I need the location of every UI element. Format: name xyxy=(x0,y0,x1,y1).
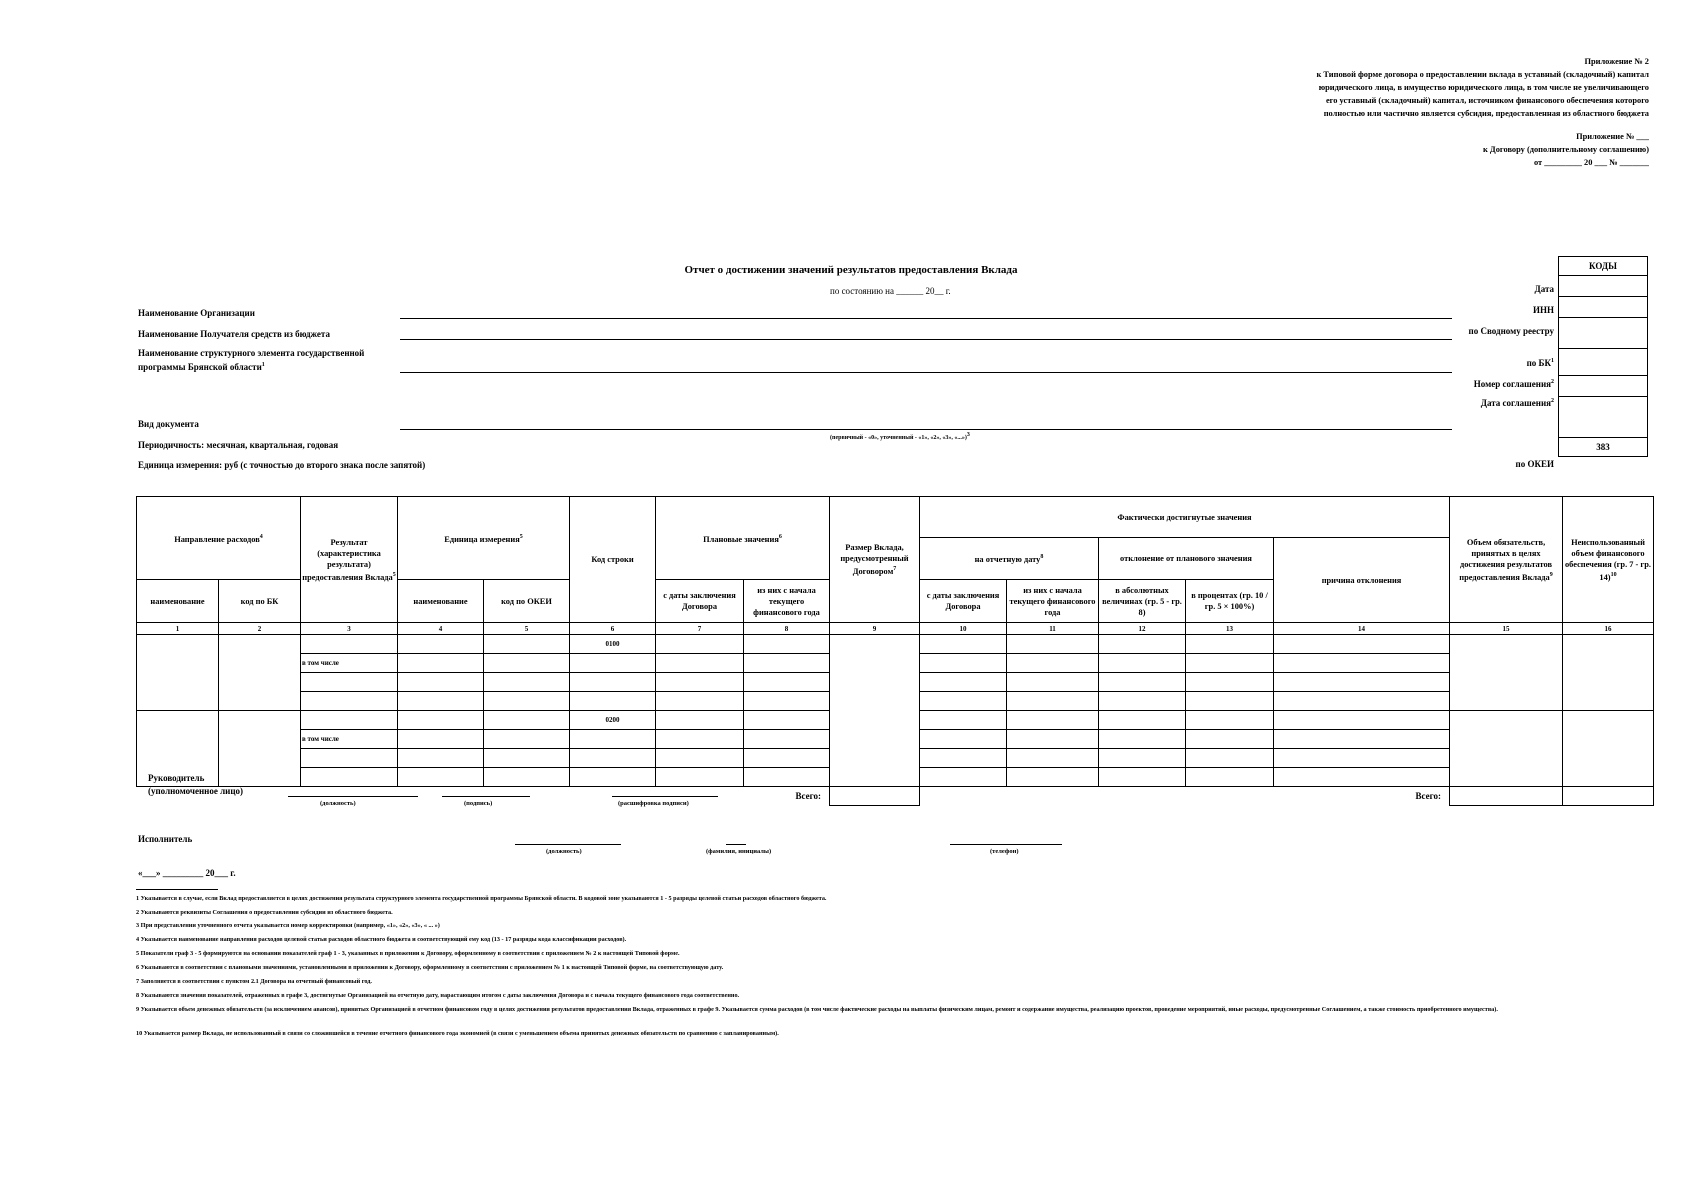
th-direction: Направление расходов$^4$ xyxy=(137,497,301,580)
cell[interactable] xyxy=(570,673,656,692)
cell[interactable] xyxy=(484,673,570,692)
col-number: 6 xyxy=(570,623,656,635)
th-code-bk: код по БК xyxy=(219,580,301,623)
head-position-line[interactable] xyxy=(288,796,418,797)
cell[interactable] xyxy=(219,635,301,711)
cell[interactable] xyxy=(656,692,744,711)
executor-label: Исполнитель xyxy=(138,834,193,844)
cell[interactable] xyxy=(744,692,830,711)
cell[interactable] xyxy=(744,654,830,673)
total-size-cell[interactable] xyxy=(830,787,920,806)
cell[interactable] xyxy=(398,673,484,692)
col-number: 1 xyxy=(137,623,219,635)
col-number: 12 xyxy=(1099,623,1186,635)
caption-exec-name: (фамилия, инициалы) xyxy=(706,848,772,855)
label-agreement-number: Номер соглашения$^2$ xyxy=(1473,379,1554,389)
th-plan-from: с даты заключения Договора xyxy=(656,580,744,623)
field-program: Наименование структурного элемента государственной xyxy=(138,348,365,358)
cell[interactable] xyxy=(301,749,398,768)
cell[interactable] xyxy=(920,654,1007,673)
head-sub-label: (уполномоченное лицо) xyxy=(148,786,244,796)
cell[interactable] xyxy=(744,635,830,654)
caption-phone: (телефон) xyxy=(990,848,1019,855)
cell[interactable] xyxy=(570,749,656,768)
cell[interactable] xyxy=(484,768,570,787)
total-unused-cell[interactable] xyxy=(1563,787,1654,806)
row-code: 0200 xyxy=(570,711,656,730)
caption-exec-position: (должность) xyxy=(546,848,582,855)
appendix-header xyxy=(1317,55,1649,120)
cell[interactable] xyxy=(484,654,570,673)
cell[interactable] xyxy=(1186,749,1274,768)
th-size: Размер Вклада, предусмотренный Договором$^7$ xyxy=(830,497,920,623)
cell[interactable] xyxy=(570,692,656,711)
cell[interactable] xyxy=(219,711,301,787)
cell[interactable] xyxy=(1274,692,1450,711)
cell[interactable] xyxy=(1274,749,1450,768)
cell[interactable] xyxy=(1186,673,1274,692)
field-unit: Единица измерения: руб (с точностью до второго знака после запятой) xyxy=(138,460,426,470)
cell[interactable] xyxy=(398,654,484,673)
field-doc-type-line[interactable] xyxy=(400,429,1452,430)
code-okei: 383 xyxy=(1559,438,1648,457)
cell[interactable] xyxy=(744,749,830,768)
cell[interactable] xyxy=(1099,654,1186,673)
th-reason: причина отклонения xyxy=(1274,538,1450,623)
cell[interactable] xyxy=(398,711,484,730)
cell[interactable] xyxy=(1099,692,1186,711)
cell[interactable] xyxy=(301,673,398,692)
footnote: 9 Указывается объем денежных обязательств (за исключением авансов), принятых Организацией в отчетном финансовом году в целях достижения результатов предоставления Вклада, отраженных в графе 9. Указывается сумма расходов (в том числе фактические расходы на выплаты физическим лицам, ремонт и содержание имущества, реализацию проектов, проведение мероприятий, иные расходы, предусмотренные Соглашением, а также стоимость приобретенного имущества). xyxy=(136,1006,1498,1013)
cell[interactable] xyxy=(1450,711,1563,787)
cell[interactable] xyxy=(484,692,570,711)
cell[interactable] xyxy=(1186,654,1274,673)
cell[interactable] xyxy=(1274,730,1450,749)
cell[interactable] xyxy=(1186,635,1274,654)
th-unit-name: наименование xyxy=(398,580,484,623)
cell[interactable] xyxy=(1186,711,1274,730)
th-code: Код строки xyxy=(570,497,656,623)
cell[interactable] xyxy=(398,749,484,768)
code-bk[interactable] xyxy=(1559,349,1648,376)
codes-table xyxy=(1558,256,1648,457)
doc-type-note: (первичный - «0», уточненный - «1», «2», «3», «...»)$^3$ xyxy=(830,432,970,441)
cell[interactable] xyxy=(1007,635,1099,654)
results-table xyxy=(136,496,1654,806)
footnote: 3 При представлении уточненного отчета указывается номер корректировки (например, «1», «2», «3», « ... ») xyxy=(136,922,440,929)
th-pct: в процентах (гр. 10 / гр. 5 × 100%) xyxy=(1186,580,1274,623)
footnote: 6 Указываются в соответствии с плановыми значениями, установленными в приложении к Договору, оформленному в соответствии с приложением № 1 к настоящей Типовой форме, на соответствующую дату. xyxy=(136,964,724,971)
appendix-line: его уставный (складочный) капитал, источником финансового обеспечения которого xyxy=(1325,96,1649,105)
cell[interactable] xyxy=(744,711,830,730)
cell[interactable] xyxy=(484,730,570,749)
cell[interactable] xyxy=(744,730,830,749)
field-doc-type: Вид документа xyxy=(138,419,199,429)
col-number: 5 xyxy=(484,623,570,635)
cell[interactable] xyxy=(570,768,656,787)
cell[interactable] xyxy=(301,635,398,654)
cell[interactable] xyxy=(1274,711,1450,730)
cell[interactable] xyxy=(1007,673,1099,692)
label-bk: по $БК^1$ xyxy=(1526,358,1554,368)
appendix-line: полностью или частично является субсидия, предоставленная из областного бюджета xyxy=(1323,109,1649,118)
footnote: 5 Показатели граф 3 - 5 формируются на основании показателей граф 1 - 3, указанных в приложении к Договору, оформленному в соответствии с приложением № 2 к настоящей Типовой форме. xyxy=(136,950,680,957)
cell[interactable] xyxy=(1099,768,1186,787)
cell[interactable] xyxy=(398,730,484,749)
cell[interactable] xyxy=(1099,749,1186,768)
footnote: 2 Указываются реквизиты Соглашения о предоставлении субсидии из областного бюджета. xyxy=(136,909,393,916)
th-fact-from: с даты заключения Договора xyxy=(920,580,1007,623)
contract-appendix-title: Приложение № ___ xyxy=(1576,132,1649,141)
col-number: 11 xyxy=(1007,623,1099,635)
code-registry[interactable] xyxy=(1559,318,1648,349)
report-title: Отчет о достижении значений результатов предоставления Вклада xyxy=(684,264,1018,276)
cell[interactable] xyxy=(1186,768,1274,787)
including-label: в том числе xyxy=(301,654,398,673)
footnote: 1 Указывается в случае, если Вклад предоставляется в целях достижения результата структурного элемента государственной программы Брянской области. В кодовой зоне указываются 1 - 5 разряды целевой статьи расходов областного бюджета. xyxy=(136,895,827,902)
cell[interactable] xyxy=(1563,635,1654,711)
th-unused: Неиспользованный объем финансового обеспечения (гр. 7 - гр. 14)$^{10}$ xyxy=(1563,497,1654,623)
cell[interactable] xyxy=(484,635,570,654)
th-deviation: отклонение от планового значения xyxy=(1099,538,1274,580)
col-number: 9 xyxy=(830,623,920,635)
th-obligations: Объем обязательств, принятых в целях достижения результатов предоставления Вклада$^9$ xyxy=(1450,497,1563,623)
footnote-divider xyxy=(136,889,218,890)
sign-date: «___» _________ 20___ г. xyxy=(138,868,236,878)
col-number: 4 xyxy=(398,623,484,635)
cell[interactable] xyxy=(137,635,219,711)
cell[interactable] xyxy=(656,768,744,787)
col-number: 8 xyxy=(744,623,830,635)
field-recipient-line[interactable] xyxy=(400,339,1452,340)
cell[interactable] xyxy=(656,673,744,692)
caption-signature: (подпись) xyxy=(464,800,493,807)
contract-appendix-date: от _________ 20 ___ № _______ xyxy=(1533,158,1649,167)
label-date: Дата xyxy=(1534,284,1554,294)
head-signature-line[interactable] xyxy=(442,796,530,797)
footnote: 7 Заполняется в соответствии с пунктом 2.1 Договора на отчетный финансовый год. xyxy=(136,978,372,985)
cell[interactable] xyxy=(570,730,656,749)
cell[interactable] xyxy=(570,654,656,673)
field-organization-line[interactable] xyxy=(400,318,1452,319)
code-inn[interactable] xyxy=(1559,297,1648,318)
cell[interactable] xyxy=(1007,711,1099,730)
cell[interactable] xyxy=(1099,635,1186,654)
cell[interactable] xyxy=(744,768,830,787)
cell[interactable] xyxy=(398,768,484,787)
row-code: 0100 xyxy=(570,635,656,654)
col-number: 14 xyxy=(1274,623,1450,635)
cell[interactable] xyxy=(1007,768,1099,787)
cell[interactable] xyxy=(484,749,570,768)
th-unit-okei: код по ОКЕИ xyxy=(484,580,570,623)
cell[interactable] xyxy=(656,654,744,673)
executor-name-line[interactable] xyxy=(726,844,746,845)
report-as-of: по состоянию на ______ 20__ г. xyxy=(830,286,951,296)
codes-header: КОДЫ xyxy=(1559,257,1648,276)
cell[interactable] xyxy=(1007,654,1099,673)
col-number: 16 xyxy=(1563,623,1654,635)
caption-position: (должность) xyxy=(320,800,356,807)
cell[interactable] xyxy=(830,635,920,787)
total-label-2: Всего: xyxy=(1415,790,1441,801)
appendix-title: Приложение № 2 xyxy=(1584,57,1649,66)
cell[interactable] xyxy=(920,692,1007,711)
col-number: 2 xyxy=(219,623,301,635)
field-program-2: программы Брянской области$^1$ xyxy=(138,362,265,372)
executor-phone-line[interactable] xyxy=(950,844,1062,845)
col-number: 10 xyxy=(920,623,1007,635)
col-number: 15 xyxy=(1450,623,1563,635)
label-agreement-date: Дата соглашения$^2$ xyxy=(1480,398,1554,408)
code-agreement-number[interactable] xyxy=(1559,376,1648,397)
cell[interactable] xyxy=(1099,711,1186,730)
field-periodicity: Периодичность: месячная, квартальная, годовая xyxy=(138,440,339,450)
cell[interactable] xyxy=(301,711,398,730)
cell[interactable] xyxy=(920,673,1007,692)
cell[interactable] xyxy=(656,635,744,654)
table-row xyxy=(137,635,1654,654)
cell[interactable] xyxy=(1274,635,1450,654)
cell[interactable] xyxy=(920,730,1007,749)
cell[interactable] xyxy=(1007,749,1099,768)
cell[interactable] xyxy=(1099,730,1186,749)
cell[interactable] xyxy=(744,673,830,692)
field-organization: Наименование Организации xyxy=(138,308,255,318)
code-agreement-date[interactable] xyxy=(1559,397,1648,438)
cell[interactable] xyxy=(1099,673,1186,692)
appendix-line: юридического лица, в имущество юридического лица, в том числе не увеличивающего xyxy=(1318,83,1649,92)
footnote: 4 Указывается наименование направления расходов целевой статьи расходов областного бюджета и соответствующий ему код (13 - 17 разряды кода классификации расходов). xyxy=(136,936,627,943)
footnote: 10 Указывается размер Вклада, не использованный в связи со сложившейся в течение отчетного финансового года экономией (в связи с уменьшением объема принятых денежных обязательств по сравнению с запланированным). xyxy=(136,1030,779,1037)
cell[interactable] xyxy=(1186,692,1274,711)
cell[interactable] xyxy=(398,635,484,654)
contract-appendix-line: к Договору (дополнительному соглашению) xyxy=(1483,145,1649,154)
label-inn: ИНН xyxy=(1532,305,1554,315)
cell[interactable] xyxy=(301,692,398,711)
label-okei: по ОКЕИ xyxy=(1515,459,1554,469)
cell[interactable] xyxy=(301,768,398,787)
cell[interactable] xyxy=(920,711,1007,730)
col-number: 7 xyxy=(656,623,744,635)
cell[interactable] xyxy=(1007,730,1099,749)
total-obligations-cell[interactable] xyxy=(1450,787,1563,806)
col-number: 3 xyxy=(301,623,398,635)
head-label: Руководитель xyxy=(148,773,205,783)
cell[interactable] xyxy=(1274,768,1450,787)
th-result: Результат (характеристика результата) предоставления Вклада$^5$ xyxy=(301,497,398,623)
cell[interactable] xyxy=(1563,711,1654,787)
cell[interactable] xyxy=(398,692,484,711)
cell[interactable] xyxy=(656,730,744,749)
contract-appendix xyxy=(1483,130,1649,169)
th-unit: Единица измерения$^5$ xyxy=(398,497,570,580)
including-label: в том числе xyxy=(301,730,398,749)
th-on-date: на отчетную дату$^8$ xyxy=(920,538,1099,580)
cell[interactable] xyxy=(1274,654,1450,673)
cell[interactable] xyxy=(1007,692,1099,711)
col-number: 13 xyxy=(1186,623,1274,635)
field-recipient: Наименование Получателя средств из бюджета xyxy=(138,329,330,339)
code-date[interactable] xyxy=(1559,276,1648,297)
cell[interactable] xyxy=(920,749,1007,768)
cell[interactable] xyxy=(484,711,570,730)
th-fact: Фактически достигнутые значения xyxy=(920,497,1450,538)
total-label: Всего: xyxy=(795,790,821,801)
label-registry: по Сводному реестру xyxy=(1468,326,1554,336)
cell[interactable] xyxy=(656,711,744,730)
cell[interactable] xyxy=(920,635,1007,654)
cell[interactable] xyxy=(656,749,744,768)
head-decoding-line[interactable] xyxy=(612,796,718,797)
cell[interactable] xyxy=(1186,730,1274,749)
th-name: наименование xyxy=(137,580,219,623)
executor-position-line[interactable] xyxy=(515,844,621,845)
th-abs: в абсолютных величинах (гр. 5 - гр. 8) xyxy=(1099,580,1186,623)
th-plan-ofthem: из них с начала текущего финансового года xyxy=(744,580,830,623)
cell[interactable] xyxy=(1450,635,1563,711)
th-plan: Плановые значения$^6$ xyxy=(656,497,830,580)
th-fact-ofthem: из них с начала текущего финансового года xyxy=(1007,580,1099,623)
cell[interactable] xyxy=(1274,673,1450,692)
footnote: 8 Указываются значения показателей, отраженных в графе 3, достигнутые Организацией на отчетную дату, нарастающим итогом с даты заключения Договора и с начала текущего финансового года соответственно. xyxy=(136,992,740,999)
field-program-line[interactable] xyxy=(400,372,1452,373)
caption-decoding: (расшифровка подписи) xyxy=(618,800,689,807)
cell[interactable] xyxy=(920,768,1007,787)
appendix-line: к Типовой форме договора о предоставлении вклада в уставный (складочный) капитал xyxy=(1316,70,1649,79)
